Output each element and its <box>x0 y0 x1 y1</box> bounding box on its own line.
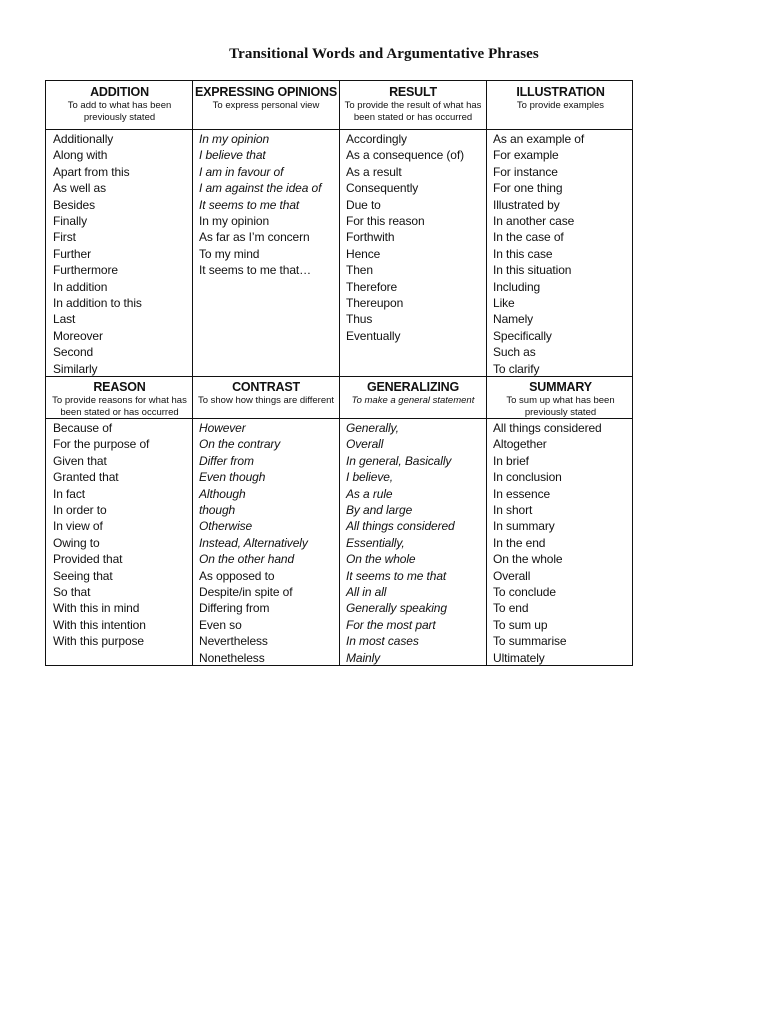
phrase-item: Like <box>493 296 515 311</box>
phrase-item: Given that <box>53 453 107 468</box>
phrase-item: However <box>199 421 246 435</box>
phrase-item: Similarly <box>53 361 98 376</box>
phrase-item: Hence <box>346 246 381 261</box>
phrase-item: Due to <box>346 197 381 212</box>
phrase-item: To my mind <box>199 246 260 261</box>
phrase-item: Nevertheless <box>199 634 268 649</box>
phrase-item: Moreover <box>53 328 103 343</box>
phrase-item: For the most part <box>346 617 436 632</box>
phrase-item: In order to <box>53 503 107 518</box>
phrase-item: In addition to this <box>53 296 142 311</box>
header-cell-reason <box>47 377 192 418</box>
phrase-list-expressing-opinions <box>193 130 339 279</box>
phrase-item: Accordingly <box>346 132 407 146</box>
phrase-item: It seems to me that <box>199 197 300 212</box>
phrase-item: Overall <box>346 437 384 452</box>
phrase-item: Such as <box>493 345 536 360</box>
phrase-item: In addition <box>53 279 108 294</box>
phrase-item: As far as I’m concern <box>199 230 310 245</box>
phrase-item: Last <box>53 312 76 327</box>
column-description: To express personal view <box>212 100 320 111</box>
header-cell-contrast <box>193 377 339 418</box>
phrase-item: Generally, <box>346 421 399 435</box>
phrase-item: Because of <box>53 421 113 435</box>
phrase-item: Second <box>53 345 94 360</box>
phrase-item: On the other hand <box>199 552 295 567</box>
phrase-item: In essence <box>493 486 551 501</box>
phrase-item: As a consequence (of) <box>346 148 464 163</box>
phrase-item: Otherwise <box>199 519 253 534</box>
column-heading: RESULT <box>389 85 437 99</box>
phrase-item: In the end <box>493 535 546 550</box>
phrase-item: Along with <box>53 148 108 163</box>
phrase-item: In conclusion <box>493 470 562 485</box>
phrase-item: Additionally <box>53 132 114 146</box>
phrase-item: Instead, Alternatively <box>199 535 308 550</box>
phrase-item: Consequently <box>346 181 419 196</box>
column-description: To provide the result of what has been stated or has occurred <box>344 100 482 123</box>
phrase-item: For the purpose of <box>53 437 150 452</box>
phrase-item: Differ from <box>199 453 254 468</box>
phrase-item: To end <box>493 601 529 616</box>
phrase-item: In this situation <box>493 263 572 278</box>
phrase-item: All things considered <box>493 421 602 435</box>
phrase-item: Eventually <box>346 328 401 343</box>
phrase-item: To summarise <box>493 634 567 649</box>
phrase-item: though <box>199 503 236 518</box>
header-cell-result <box>340 82 486 129</box>
phrase-item: It seems to me that… <box>199 263 312 278</box>
column-heading: SUMMARY <box>529 380 592 394</box>
phrase-item: In the case of <box>493 230 564 245</box>
phrase-item: In fact <box>53 486 85 501</box>
phrase-list-summary <box>487 419 634 666</box>
phrase-list-result <box>340 130 486 344</box>
phrase-item: Owing to <box>53 535 100 550</box>
phrase-item: Forthwith <box>346 230 395 245</box>
phrase-item: Seeing that <box>53 568 113 583</box>
phrase-item: In my opinion <box>199 214 270 229</box>
phrase-item: Granted that <box>53 470 119 485</box>
phrase-item: On the whole <box>346 552 416 567</box>
phrase-item: In general, Basically <box>346 453 452 468</box>
column-description: To sum up what has been previously stated <box>506 395 615 418</box>
phrase-item: Furthermore <box>53 263 118 278</box>
column-heading: ADDITION <box>90 85 149 99</box>
phrase-item: For this reason <box>346 214 425 229</box>
phrase-item: I am in favour of <box>199 164 284 179</box>
phrase-item: Even so <box>199 617 242 632</box>
header-cell-illustration <box>487 82 634 129</box>
phrase-item: Apart from this <box>53 164 130 179</box>
phrase-item: As a rule <box>346 486 393 501</box>
phrase-item: Further <box>53 246 91 261</box>
column-description: To show how things are different <box>197 395 335 406</box>
phrase-item: By and large <box>346 503 413 518</box>
phrase-item: Specifically <box>493 328 552 343</box>
column-heading: CONTRAST <box>232 380 300 394</box>
phrase-item: In view of <box>53 519 103 534</box>
phrase-item: Besides <box>53 197 95 212</box>
transitions-table <box>45 80 633 666</box>
phrase-item: Therefore <box>346 279 398 294</box>
phrase-item: Nonetheless <box>199 650 265 665</box>
phrase-item: As well as <box>53 181 107 196</box>
phrase-item: I believe, <box>346 470 394 485</box>
phrase-item: For example <box>493 148 559 163</box>
phrase-item: Namely <box>493 312 534 327</box>
phrase-list-contrast <box>193 419 339 666</box>
phrase-item: Provided that <box>53 552 123 567</box>
phrase-item: All in all <box>346 585 387 600</box>
phrase-item: To sum up <box>493 617 548 632</box>
header-cell-generalizing <box>340 377 486 418</box>
phrase-item: With this intention <box>53 617 146 632</box>
phrase-item: Illustrated by <box>493 197 560 212</box>
phrase-item: First <box>53 230 76 245</box>
header-cell-addition <box>47 82 192 129</box>
phrase-list-reason <box>47 419 192 650</box>
phrase-item: All things considered <box>346 519 455 534</box>
phrase-item: Essentially, <box>346 535 405 550</box>
phrase-list-addition <box>47 130 192 377</box>
phrase-item: Thus <box>346 312 373 327</box>
phrase-item: I am against the idea of <box>199 181 322 196</box>
phrase-item: Generally speaking <box>346 601 447 616</box>
column-description: To add to what has been previously stated <box>67 100 172 123</box>
phrase-item: In summary <box>493 519 555 534</box>
column-heading: EXPRESSING OPINIONS <box>194 85 338 99</box>
phrase-item: Thereupon <box>346 296 404 311</box>
phrase-item: To conclude <box>493 585 556 600</box>
phrase-item: With this in mind <box>53 601 140 616</box>
phrase-item: In another case <box>493 214 575 229</box>
phrase-item: In brief <box>493 453 529 468</box>
phrase-item: Including <box>493 279 541 294</box>
phrase-item: It seems to me that <box>346 568 447 583</box>
column-heading: GENERALIZING <box>366 380 460 394</box>
column-description: To make a general statement <box>351 395 475 406</box>
phrase-item: Differing from <box>199 601 270 616</box>
column-description: To provide reasons for what has been stated or has occurred <box>52 395 187 418</box>
column-description: To provide examples <box>516 100 605 111</box>
phrase-item: Overall <box>493 568 531 583</box>
phrase-item: Even though <box>199 470 266 485</box>
phrase-item: Ultimately <box>493 650 545 665</box>
phrase-item: Finally <box>53 214 87 229</box>
phrase-item: In short <box>493 503 533 518</box>
column-heading: ILLUSTRATION <box>516 85 605 99</box>
phrase-item: On the contrary <box>199 437 281 452</box>
phrase-list-illustration <box>487 130 634 377</box>
phrase-item: In most cases <box>346 634 419 649</box>
phrase-item: With this purpose <box>53 634 145 649</box>
phrase-item: For instance <box>493 164 558 179</box>
phrase-item: So that <box>53 585 91 600</box>
phrase-list-generalizing <box>340 419 486 666</box>
phrase-item: Despite/in spite of <box>199 585 293 600</box>
page-title: Transitional Words and Argumentative Phrases <box>229 46 539 62</box>
phrase-item: On the whole <box>493 552 563 567</box>
phrase-item: To clarify <box>493 361 540 376</box>
column-heading: REASON <box>93 380 146 394</box>
phrase-item: In my opinion <box>199 132 270 146</box>
phrase-item: In this case <box>493 246 553 261</box>
phrase-item: For one thing <box>493 181 563 196</box>
phrase-item: Although <box>199 486 246 501</box>
phrase-item: Then <box>346 263 373 278</box>
phrase-item: Altogether <box>493 437 547 452</box>
header-cell-expressing-opinions <box>193 82 339 129</box>
phrase-item: Mainly <box>346 650 381 665</box>
phrase-item: As a result <box>346 164 402 179</box>
phrase-item: As an example of <box>493 132 585 146</box>
phrase-item: I believe that <box>199 148 266 163</box>
phrase-item: As opposed to <box>199 568 275 583</box>
header-cell-summary <box>487 377 634 418</box>
